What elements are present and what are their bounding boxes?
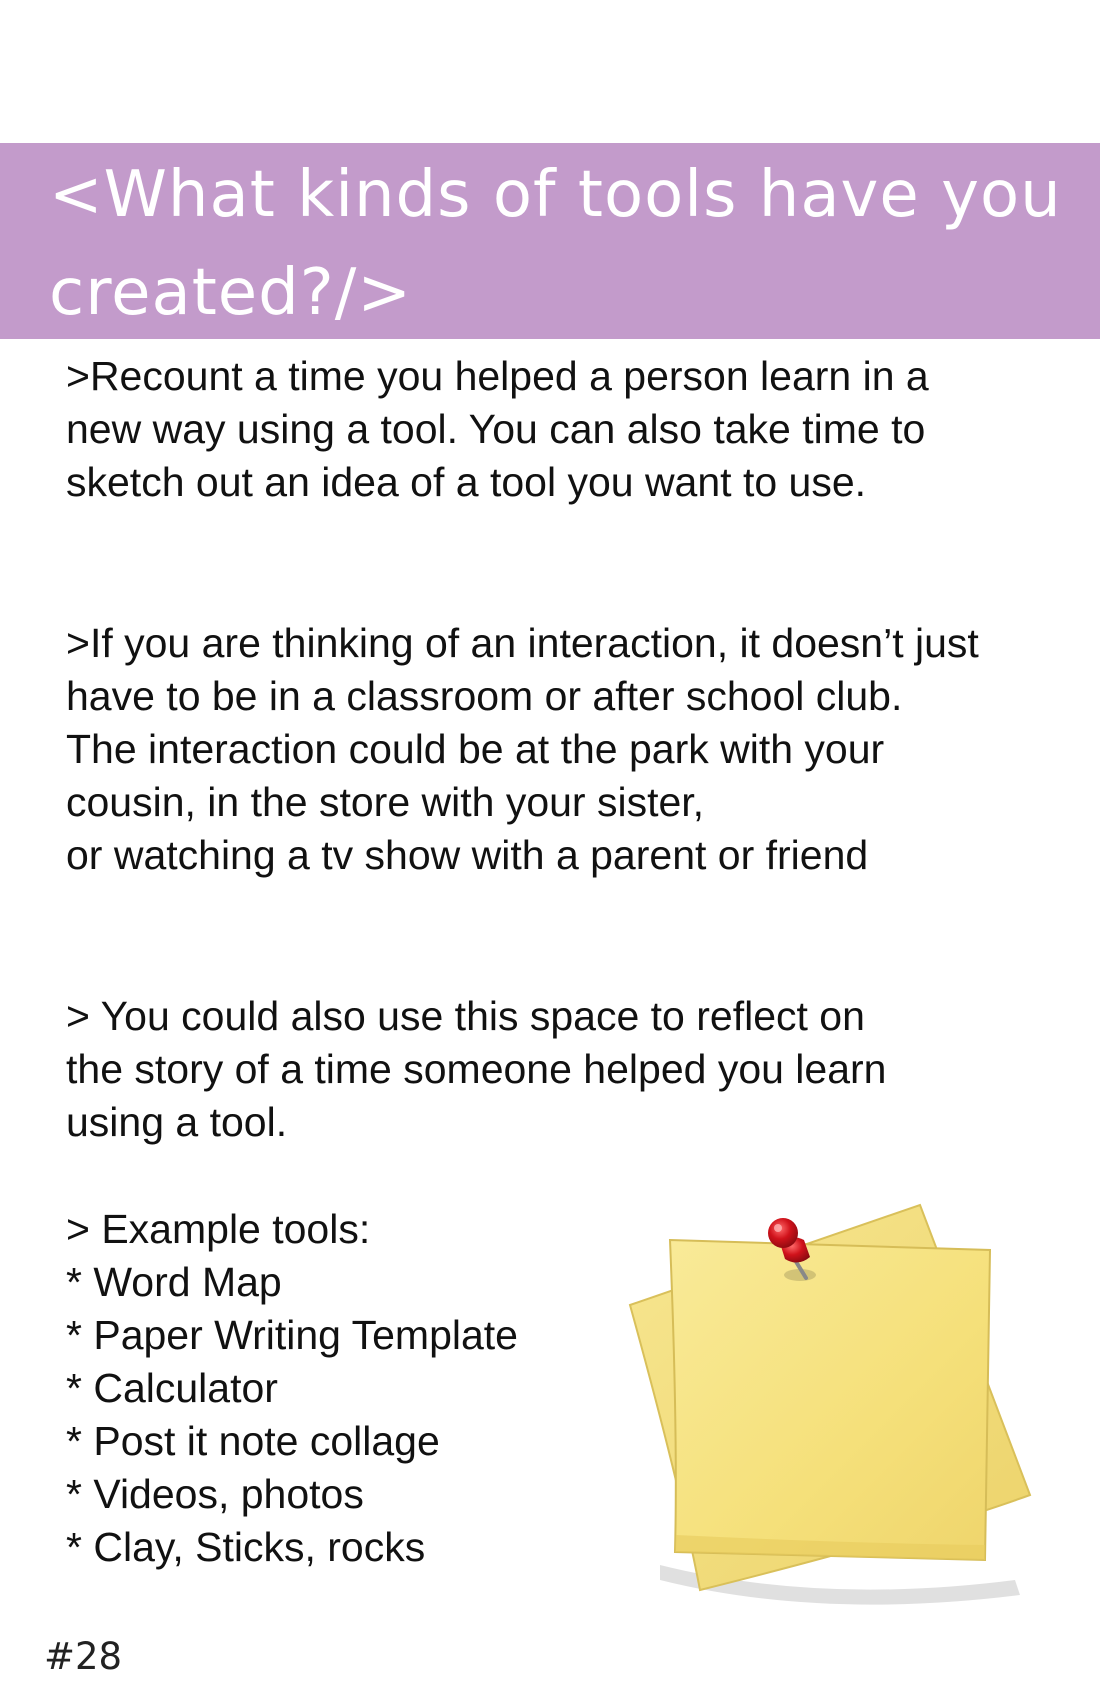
prompt-line: using a tool.: [66, 1099, 288, 1145]
prompt-line: > You could also use this space to reflect on: [66, 993, 865, 1039]
tool-item: * Paper Writing Template: [66, 1312, 518, 1358]
page-title-line-1: <What kinds of tools have you: [49, 158, 1062, 232]
title-banner: [0, 143, 1100, 339]
pinned-sticky-notes-icon: [620, 1185, 1050, 1615]
prompt-line: or watching a tv show with a parent or friend: [66, 832, 869, 878]
prompt-line: >If you are thinking of an interaction, it doesn’t just: [66, 620, 979, 666]
prompt-line: the story of a time someone helped you learn: [66, 1046, 887, 1092]
prompt-recount: [66, 350, 1076, 509]
tool-item: * Word Map: [66, 1259, 282, 1305]
prompt-line: >Recount a time you helped a person learn in a: [66, 353, 929, 399]
tool-item: * Calculator: [66, 1365, 278, 1411]
prompt-line: sketch out an idea of a tool you want to use.: [66, 459, 867, 505]
sticky-notes-illustration: [620, 1185, 1050, 1615]
prompt-interaction: [66, 617, 1076, 882]
page-number: #28: [44, 1635, 123, 1678]
tool-item: * Clay, Sticks, rocks: [66, 1524, 426, 1570]
prompt-reflect: [66, 990, 1076, 1149]
prompt-line: The interaction could be at the park with your: [66, 726, 885, 772]
tool-item: * Videos, photos: [66, 1471, 364, 1517]
page-title-line-2: created?/>: [49, 256, 412, 330]
example-tools-heading: > Example tools:: [66, 1206, 371, 1252]
prompt-line: cousin, in the store with your sister,: [66, 779, 705, 825]
prompt-line: have to be in a classroom or after school club.: [66, 673, 903, 719]
tool-item: * Post it note collage: [66, 1418, 440, 1464]
prompt-line: new way using a tool. You can also take time to: [66, 406, 926, 452]
